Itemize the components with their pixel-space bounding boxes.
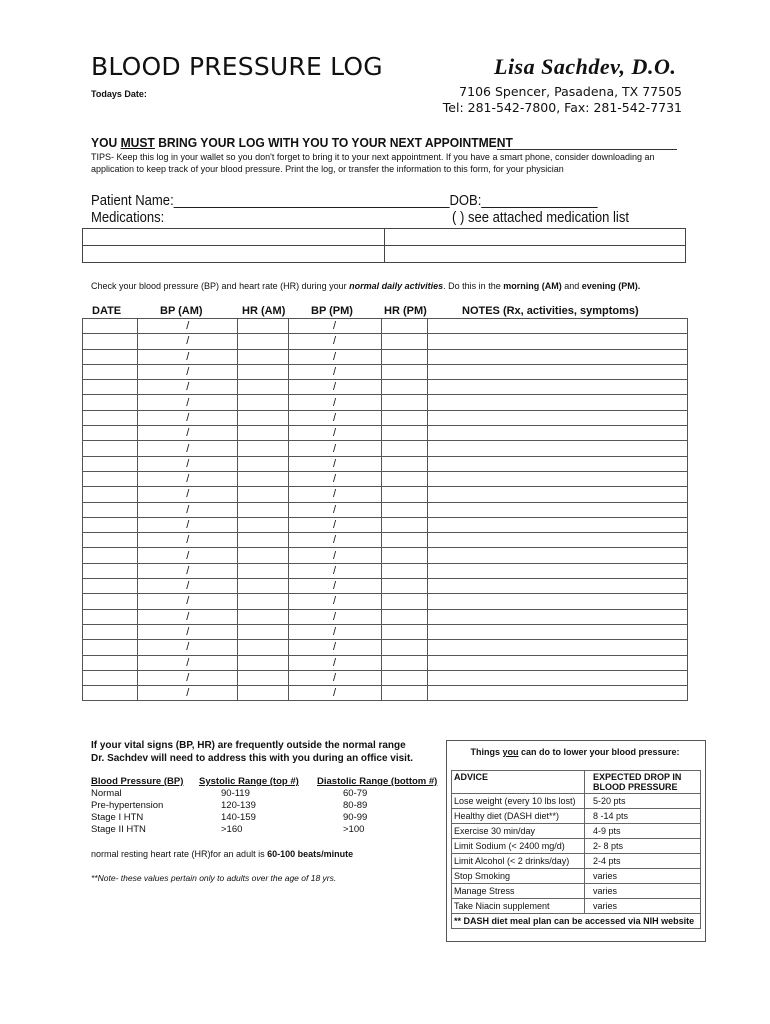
log-notes-cell[interactable] — [428, 471, 688, 486]
log-date-cell[interactable] — [83, 395, 138, 410]
log-date-cell[interactable] — [83, 471, 138, 486]
rhr-text: normal resting heart rate (HR)for an adult is — [91, 849, 268, 859]
advice-item: Stop Smoking — [452, 869, 585, 884]
log-hr-pm-cell[interactable] — [381, 441, 427, 456]
log-hr-pm-cell[interactable] — [381, 548, 427, 563]
log-bp-pm-cell[interactable]: / — [288, 334, 381, 349]
range-systolic: 90-119 — [221, 788, 250, 799]
expected-drop: 8 -14 pts — [585, 809, 701, 824]
log-bp-am-cell[interactable]: / — [138, 517, 238, 532]
log-notes-cell[interactable] — [428, 548, 688, 563]
log-notes-cell[interactable] — [428, 410, 688, 425]
col-bp-pm: BP (PM) — [311, 305, 353, 317]
log-date-cell[interactable] — [83, 319, 138, 334]
log-bp-pm-cell[interactable]: / — [288, 349, 381, 364]
range-category: Normal — [91, 788, 122, 799]
advice-row — [452, 899, 701, 914]
log-hr-pm-cell[interactable] — [381, 640, 427, 655]
expected-drop: 2- 8 pts — [585, 839, 701, 854]
log-notes-cell[interactable] — [428, 655, 688, 670]
bp-log-row — [83, 410, 688, 425]
log-date-cell[interactable] — [83, 334, 138, 349]
log-hr-pm-cell[interactable] — [381, 426, 427, 441]
advice-item: Exercise 30 min/day — [452, 824, 585, 839]
advice-table — [451, 770, 701, 929]
log-hr-pm-cell[interactable] — [381, 502, 427, 517]
log-date-cell[interactable] — [83, 456, 138, 471]
advice-title-part2: can do to lower your blood pressure: — [518, 747, 680, 757]
log-notes-cell[interactable] — [428, 640, 688, 655]
log-hr-pm-cell[interactable] — [381, 349, 427, 364]
instr-emph: normal daily activities — [349, 281, 444, 291]
ranges-header-systolic: Systolic Range (top #) — [199, 776, 299, 787]
todays-date-label: Todays Date: — [91, 89, 147, 99]
log-notes-cell[interactable] — [428, 380, 688, 395]
log-bp-pm-cell[interactable]: / — [288, 640, 381, 655]
log-hr-pm-cell[interactable] — [381, 456, 427, 471]
advice-row — [452, 839, 701, 854]
vital-signs-warning — [91, 739, 413, 765]
log-hr-am-cell[interactable] — [238, 655, 288, 670]
medication-cell[interactable] — [83, 246, 385, 263]
log-bp-am-cell[interactable]: / — [138, 471, 238, 486]
log-hr-pm-cell[interactable] — [381, 517, 427, 532]
bp-log-row — [83, 487, 688, 502]
log-date-cell[interactable] — [83, 579, 138, 594]
bp-log-row — [83, 349, 688, 364]
col-notes: NOTES (Rx, activities, symptoms) — [462, 305, 639, 317]
col-date: DATE — [92, 305, 122, 317]
bp-log-row — [83, 441, 688, 456]
range-category: Stage II HTN — [91, 824, 146, 835]
advice-title-part1: Things — [470, 747, 503, 757]
advice-row — [452, 809, 701, 824]
expected-drop: 2-4 pts — [585, 854, 701, 869]
log-notes-cell[interactable] — [428, 502, 688, 517]
notice-part1: YOU — [91, 135, 121, 150]
log-notes-cell[interactable] — [428, 686, 688, 701]
log-hr-am-cell[interactable] — [238, 364, 288, 379]
bp-log-row — [83, 655, 688, 670]
log-hr-am-cell[interactable] — [238, 471, 288, 486]
range-diastolic: >100 — [343, 824, 365, 835]
advice-row — [452, 869, 701, 884]
log-hr-pm-cell[interactable] — [381, 319, 427, 334]
log-bp-am-cell[interactable]: / — [138, 686, 238, 701]
log-bp-pm-cell[interactable]: / — [288, 364, 381, 379]
bp-log-row — [83, 426, 688, 441]
log-hr-am-cell[interactable] — [238, 517, 288, 532]
range-diastolic: 90-99 — [343, 812, 368, 823]
log-hr-am-cell[interactable] — [238, 624, 288, 639]
dash-diet-note: ** DASH diet meal plan can be accessed via NIH website — [452, 914, 701, 929]
adult-note: **Note- these values pertain only to adults over the age of 18 yrs. — [91, 873, 337, 883]
bp-log-table — [82, 318, 688, 701]
log-bp-pm-cell[interactable]: / — [288, 502, 381, 517]
log-hr-pm-cell[interactable] — [381, 624, 427, 639]
log-bp-am-cell[interactable]: / — [138, 334, 238, 349]
log-notes-cell[interactable] — [428, 395, 688, 410]
log-bp-pm-cell[interactable]: / — [288, 548, 381, 563]
bp-log-row — [83, 594, 688, 609]
instr-part1: Check your blood pressure (BP) and heart rate (HR) during your — [91, 281, 350, 291]
bp-log-row — [83, 533, 688, 548]
log-bp-pm-cell[interactable]: / — [288, 471, 381, 486]
log-hr-pm-cell[interactable] — [381, 395, 427, 410]
medication-cell[interactable] — [384, 246, 686, 263]
appointment-date-line[interactable] — [497, 149, 677, 150]
advice-row — [452, 854, 701, 869]
expected-drop: 5-20 pts — [585, 794, 701, 809]
log-bp-am-cell[interactable]: / — [138, 563, 238, 578]
log-hr-pm-cell[interactable] — [381, 487, 427, 502]
log-bp-am-cell[interactable]: / — [138, 380, 238, 395]
log-hr-am-cell[interactable] — [238, 640, 288, 655]
bp-log-row — [83, 364, 688, 379]
instr-morning: morning (AM) — [503, 281, 562, 291]
log-hr-am-cell[interactable] — [238, 380, 288, 395]
log-hr-pm-cell[interactable] — [381, 594, 427, 609]
log-notes-cell[interactable] — [428, 334, 688, 349]
log-hr-pm-cell[interactable] — [381, 334, 427, 349]
log-bp-pm-cell[interactable]: / — [288, 395, 381, 410]
log-date-cell[interactable] — [83, 655, 138, 670]
bp-log-row — [83, 548, 688, 563]
log-notes-cell[interactable] — [428, 533, 688, 548]
log-notes-cell[interactable] — [428, 609, 688, 624]
log-date-cell[interactable] — [83, 487, 138, 502]
log-date-cell[interactable] — [83, 533, 138, 548]
log-hr-pm-cell[interactable] — [381, 410, 427, 425]
log-date-cell[interactable] — [83, 517, 138, 532]
log-hr-am-cell[interactable] — [238, 670, 288, 685]
log-hr-am-cell[interactable] — [238, 349, 288, 364]
log-bp-am-cell[interactable]: / — [138, 426, 238, 441]
clinic-phone: Tel: 281-542-7800, Fax: 281-542-7731 — [442, 100, 682, 115]
log-date-cell[interactable] — [83, 640, 138, 655]
advice-item: Manage Stress — [452, 884, 585, 899]
log-hr-am-cell[interactable] — [238, 410, 288, 425]
bp-log-row — [83, 456, 688, 471]
log-bp-pm-cell[interactable]: / — [288, 441, 381, 456]
advice-header-row — [452, 771, 701, 794]
log-notes-cell[interactable] — [428, 579, 688, 594]
medications-table — [82, 228, 686, 263]
log-hr-pm-cell[interactable] — [381, 380, 427, 395]
log-date-cell[interactable] — [83, 410, 138, 425]
log-notes-cell[interactable] — [428, 670, 688, 685]
notice-part2: BRING YOUR LOG WITH YOU TO YOUR NEXT APPOINTMENT — [154, 135, 513, 150]
bp-log-row — [83, 640, 688, 655]
rhr-value: 60-100 beats/minute — [267, 849, 354, 859]
log-bp-pm-cell[interactable]: / — [288, 456, 381, 471]
range-diastolic: 60-79 — [343, 788, 368, 799]
log-hr-pm-cell[interactable] — [381, 364, 427, 379]
log-bp-pm-cell[interactable]: / — [288, 579, 381, 594]
log-hr-pm-cell[interactable] — [381, 609, 427, 624]
bp-log-row — [83, 395, 688, 410]
range-category: Stage I HTN — [91, 812, 144, 823]
log-hr-am-cell[interactable] — [238, 426, 288, 441]
log-notes-cell[interactable] — [428, 364, 688, 379]
bp-log-row — [83, 670, 688, 685]
log-hr-am-cell[interactable] — [238, 456, 288, 471]
bp-log-row — [83, 609, 688, 624]
log-hr-pm-cell[interactable] — [381, 655, 427, 670]
log-notes-cell[interactable] — [428, 426, 688, 441]
range-diastolic: 80-89 — [343, 800, 368, 811]
col-hr-am: HR (AM) — [242, 305, 286, 317]
log-bp-am-cell[interactable]: / — [138, 655, 238, 670]
log-bp-am-cell[interactable]: / — [138, 548, 238, 563]
bp-log-row — [83, 380, 688, 395]
medications-label: Medications: — [91, 210, 165, 226]
log-hr-pm-cell[interactable] — [381, 533, 427, 548]
bp-log-row — [83, 502, 688, 517]
log-notes-cell[interactable] — [428, 594, 688, 609]
log-date-cell[interactable] — [83, 502, 138, 517]
log-notes-cell[interactable] — [428, 563, 688, 578]
log-hr-pm-cell[interactable] — [381, 579, 427, 594]
log-bp-pm-cell[interactable]: / — [288, 655, 381, 670]
bp-log-row — [83, 517, 688, 532]
log-hr-pm-cell[interactable] — [381, 670, 427, 685]
instr-evening: evening (PM). — [581, 281, 641, 291]
vital-warning-line2: Dr. Sachdev will need to address this with you during an office visit. — [91, 752, 414, 764]
resting-heart-rate — [91, 849, 353, 859]
log-bp-pm-cell[interactable]: / — [288, 670, 381, 685]
bp-log-row — [83, 624, 688, 639]
log-notes-cell[interactable] — [428, 487, 688, 502]
col-bp-am: BP (AM) — [160, 305, 203, 317]
log-hr-am-cell[interactable] — [238, 533, 288, 548]
advice-title-you: you — [502, 747, 519, 757]
log-bp-am-cell[interactable]: / — [138, 395, 238, 410]
log-bp-am-cell[interactable]: / — [138, 624, 238, 639]
appointment-notice — [91, 135, 513, 150]
medication-cell[interactable] — [83, 229, 385, 246]
log-hr-pm-cell[interactable] — [381, 471, 427, 486]
advice-title — [446, 747, 704, 757]
log-bp-am-cell[interactable]: / — [138, 579, 238, 594]
log-date-cell[interactable] — [83, 670, 138, 685]
log-bp-am-cell[interactable]: / — [138, 456, 238, 471]
bp-log-row — [83, 686, 688, 701]
log-hr-am-cell[interactable] — [238, 395, 288, 410]
log-hr-am-cell[interactable] — [238, 487, 288, 502]
log-date-cell[interactable] — [83, 609, 138, 624]
log-hr-am-cell[interactable] — [238, 594, 288, 609]
log-notes-cell[interactable] — [428, 456, 688, 471]
medications-row — [83, 229, 686, 246]
log-date-cell[interactable] — [83, 380, 138, 395]
log-bp-pm-cell[interactable]: / — [288, 380, 381, 395]
advice-header: ADVICE — [452, 771, 585, 794]
log-bp-am-cell[interactable]: / — [138, 609, 238, 624]
bp-log-row — [83, 319, 688, 334]
expected-drop: varies — [585, 884, 701, 899]
doctor-name: Lisa Sachdev, D.O. — [494, 54, 677, 79]
log-notes-cell[interactable] — [428, 517, 688, 532]
range-systolic: >160 — [221, 824, 243, 835]
patient-name-dob-field[interactable]: Patient Name:______________________________________DOB:________________ — [91, 193, 598, 209]
ranges-header-diastolic: Diastolic Range (bottom #) — [317, 776, 438, 787]
log-bp-pm-cell[interactable]: / — [288, 487, 381, 502]
log-hr-am-cell[interactable] — [238, 579, 288, 594]
log-bp-pm-cell[interactable]: / — [288, 517, 381, 532]
medication-cell[interactable] — [384, 229, 686, 246]
log-date-cell[interactable] — [83, 364, 138, 379]
log-hr-am-cell[interactable] — [238, 334, 288, 349]
log-bp-pm-cell[interactable]: / — [288, 609, 381, 624]
log-notes-cell[interactable] — [428, 624, 688, 639]
advice-row — [452, 884, 701, 899]
clinic-address: 7106 Spencer, Pasadena, TX 77505 — [459, 84, 682, 99]
log-date-cell[interactable] — [83, 594, 138, 609]
log-hr-am-cell[interactable] — [238, 502, 288, 517]
instructions-text — [91, 281, 640, 291]
log-bp-pm-cell[interactable]: / — [288, 410, 381, 425]
advice-item: Limit Sodium (< 2400 mg/d) — [452, 839, 585, 854]
advice-item: Lose weight (every 10 lbs lost) — [452, 794, 585, 809]
advice-footer-row — [452, 914, 701, 929]
bp-log-row — [83, 334, 688, 349]
log-hr-pm-cell[interactable] — [381, 563, 427, 578]
instr-and: and — [561, 281, 582, 291]
ranges-header-category: Blood Pressure (BP) — [91, 776, 184, 787]
tips-text: TIPS- Keep this log in your wallet so you don't forget to bring it to your next appointment. If you have a smart phone, consider downloading an application to keep track of your blood pressure. Print the log, or transfer the information to this form, for your physician — [91, 152, 655, 174]
range-systolic: 140-159 — [221, 812, 256, 823]
log-bp-am-cell[interactable]: / — [138, 487, 238, 502]
expected-drop-header: EXPECTED DROP IN BLOOD PRESSURE — [585, 771, 701, 794]
log-bp-pm-cell[interactable]: / — [288, 594, 381, 609]
log-bp-am-cell[interactable]: / — [138, 364, 238, 379]
range-row — [91, 824, 437, 836]
log-hr-am-cell[interactable] — [238, 548, 288, 563]
log-notes-cell[interactable] — [428, 319, 688, 334]
log-date-cell[interactable] — [83, 624, 138, 639]
log-bp-am-cell[interactable]: / — [138, 319, 238, 334]
log-bp-am-cell[interactable]: / — [138, 349, 238, 364]
bp-log-row — [83, 471, 688, 486]
col-hr-pm: HR (PM) — [384, 305, 427, 317]
log-bp-pm-cell[interactable]: / — [288, 319, 381, 334]
log-notes-cell[interactable] — [428, 441, 688, 456]
expected-drop: varies — [585, 869, 701, 884]
log-bp-am-cell[interactable]: / — [138, 441, 238, 456]
bp-log-row — [83, 579, 688, 594]
ranges-header — [91, 776, 437, 788]
log-bp-am-cell[interactable]: / — [138, 533, 238, 548]
log-date-cell[interactable] — [83, 349, 138, 364]
log-bp-am-cell[interactable]: / — [138, 410, 238, 425]
log-date-cell[interactable] — [83, 426, 138, 441]
range-row — [91, 812, 437, 824]
advice-row — [452, 824, 701, 839]
bp-log-row — [83, 563, 688, 578]
log-bp-am-cell[interactable]: / — [138, 670, 238, 685]
range-row — [91, 800, 437, 812]
log-bp-am-cell[interactable]: / — [138, 594, 238, 609]
expected-drop: varies — [585, 899, 701, 914]
log-date-cell[interactable] — [83, 563, 138, 578]
instr-part2: . Do this in the — [443, 281, 504, 291]
advice-row — [452, 794, 701, 809]
advice-item: Limit Alcohol (< 2 drinks/day) — [452, 854, 585, 869]
advice-item: Healthy diet (DASH diet**) — [452, 809, 585, 824]
log-bp-pm-cell[interactable]: / — [288, 426, 381, 441]
log-hr-pm-cell[interactable] — [381, 686, 427, 701]
log-date-cell[interactable] — [83, 548, 138, 563]
log-hr-am-cell[interactable] — [238, 563, 288, 578]
page-title: BLOOD PRESSURE LOG — [91, 52, 383, 81]
log-bp-am-cell[interactable]: / — [138, 640, 238, 655]
log-date-cell[interactable] — [83, 686, 138, 701]
range-category: Pre-hypertension — [91, 800, 164, 811]
expected-drop: 4-9 pts — [585, 824, 701, 839]
advice-item: Take Niacin supplement — [452, 899, 585, 914]
log-date-cell[interactable] — [83, 441, 138, 456]
range-row — [91, 788, 437, 800]
vital-warning-line1: If your vital signs (BP, HR) are frequently outside the normal range — [91, 739, 406, 751]
log-hr-am-cell[interactable] — [238, 319, 288, 334]
attached-medication-checkbox[interactable]: ( ) see attached medication list — [452, 210, 629, 226]
range-systolic: 120-139 — [221, 800, 256, 811]
notice-must: MUST — [120, 135, 155, 150]
log-notes-cell[interactable] — [428, 349, 688, 364]
clinic-contact — [443, 84, 682, 116]
log-bp-pm-cell[interactable]: / — [288, 686, 381, 701]
log-bp-am-cell[interactable]: / — [138, 502, 238, 517]
log-bp-pm-cell[interactable]: / — [288, 563, 381, 578]
bp-ranges-table — [91, 776, 437, 836]
log-hr-am-cell[interactable] — [238, 441, 288, 456]
log-bp-pm-cell[interactable]: / — [288, 533, 381, 548]
log-hr-am-cell[interactable] — [238, 609, 288, 624]
medications-row — [83, 246, 686, 263]
log-hr-am-cell[interactable] — [238, 686, 288, 701]
log-bp-pm-cell[interactable]: / — [288, 624, 381, 639]
